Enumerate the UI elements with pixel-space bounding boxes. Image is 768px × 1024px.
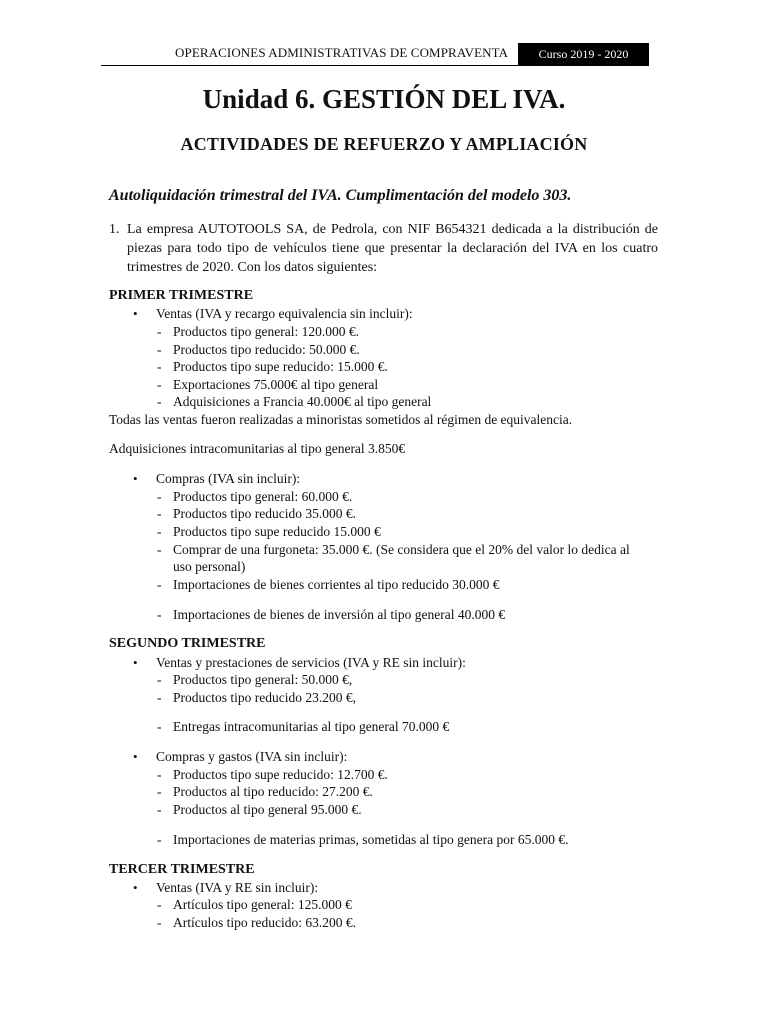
list-item: Productos tipo general: 50.000 €, — [173, 672, 353, 687]
header-rule — [101, 65, 521, 66]
list-item: Productos al tipo reducido: 27.200 €. — [173, 784, 373, 799]
bullet-icon: • — [133, 655, 138, 670]
list-item: Artículos tipo reducido: 63.200 €. — [173, 915, 356, 930]
bullet-icon: • — [133, 749, 138, 764]
q3-heading: TERCER TRIMESTRE — [109, 862, 255, 877]
list-item: Importaciones de materias primas, sometidas al tipo genera por 65.000 €. — [173, 832, 569, 847]
dash-icon: - — [157, 324, 162, 339]
list-item: Adquisiciones a Francia 40.000€ al tipo general — [173, 394, 432, 409]
dash-icon: - — [157, 672, 162, 687]
exercise-text: La empresa AUTOTOOLS SA, de Pedrola, con NIF B654321 dedicada a la distribución de piezas para todo tipo de vehículos tiene que presentar la declaración del IVA en los cuatro trimestres de 2020. Con los datos siguientes: — [127, 222, 658, 275]
list-item: Artículos tipo general: 125.000 € — [173, 897, 352, 912]
q3-sales-label: Ventas (IVA y RE sin incluir): — [156, 880, 319, 895]
section-title: Autoliquidación trimestral del IVA. Cumplimentación del modelo 303. — [109, 187, 572, 204]
list-item: Productos tipo supe reducido: 12.700 €. — [173, 767, 388, 782]
dash-icon: - — [157, 394, 162, 409]
dash-icon: - — [157, 784, 162, 799]
dash-icon: - — [157, 607, 162, 622]
course-year-badge: Curso 2019 - 2020 — [518, 43, 649, 66]
exercise-number: 1. — [109, 222, 120, 237]
list-item: Exportaciones 75.000€ al tipo general — [173, 377, 379, 392]
dash-icon: - — [157, 359, 162, 374]
list-item: Productos tipo reducido 23.200 €, — [173, 690, 356, 705]
list-item: Productos tipo general: 60.000 €. — [173, 489, 353, 504]
bullet-icon: • — [133, 880, 138, 895]
dash-icon: - — [157, 489, 162, 504]
dash-icon: - — [157, 342, 162, 357]
dash-icon: - — [157, 524, 162, 539]
dash-icon: - — [157, 506, 162, 521]
q1-intra-note: Adquisiciones intracomunitarias al tipo general 3.850€ — [109, 441, 406, 456]
q1-heading: PRIMER TRIMESTRE — [109, 288, 254, 303]
course-title: OPERACIONES ADMINISTRATIVAS DE COMPRAVENTA — [175, 45, 509, 60]
list-item: Entregas intracomunitarias al tipo general 70.000 € — [173, 719, 450, 734]
list-item: Comprar de una furgoneta: 35.000 €. (Se considera que el 20% del valor lo dedica al — [173, 542, 630, 557]
dash-icon: - — [157, 897, 162, 912]
list-item: Productos tipo reducido 35.000 €. — [173, 506, 356, 521]
list-item: Productos al tipo general 95.000 €. — [173, 802, 362, 817]
page-subtitle: ACTIVIDADES DE REFUERZO Y AMPLIACIÓN — [180, 134, 588, 154]
list-item-continuation: uso personal) — [173, 559, 246, 574]
page-title: Unidad 6. GESTIÓN DEL IVA. — [202, 84, 566, 114]
dash-icon: - — [157, 377, 162, 392]
q1-sales-label: Ventas (IVA y recargo equivalencia sin incluir): — [156, 306, 413, 321]
list-item: Importaciones de bienes corrientes al tipo reducido 30.000 € — [173, 577, 500, 592]
q2-sales-label: Ventas y prestaciones de servicios (IVA y RE sin incluir): — [156, 655, 466, 670]
dash-icon: - — [157, 690, 162, 705]
list-item: Importaciones de bienes de inversión al tipo general 40.000 € — [173, 607, 506, 622]
q2-heading: SEGUNDO TRIMESTRE — [109, 636, 266, 651]
dash-icon: - — [157, 802, 162, 817]
dash-icon: - — [157, 832, 162, 847]
q1-purchases-label: Compras (IVA sin incluir): — [156, 471, 301, 486]
bullet-icon: • — [133, 471, 138, 486]
dash-icon: - — [157, 577, 162, 592]
dash-icon: - — [157, 767, 162, 782]
dash-icon: - — [157, 542, 162, 557]
q2-purchases-label: Compras y gastos (IVA sin incluir): — [156, 749, 348, 764]
list-item: Productos tipo supe reducido: 15.000 €. — [173, 359, 388, 374]
dash-icon: - — [157, 915, 162, 930]
q1-note: Todas las ventas fueron realizadas a minoristas sometidos al régimen de equivalencia. — [109, 412, 573, 427]
dash-icon: - — [157, 719, 162, 734]
bullet-icon: • — [133, 306, 138, 321]
list-item: Productos tipo reducido: 50.000 €. — [173, 342, 360, 357]
list-item: Productos tipo general: 120.000 €. — [173, 324, 359, 339]
list-item: Productos tipo supe reducido 15.000 € — [173, 524, 381, 539]
